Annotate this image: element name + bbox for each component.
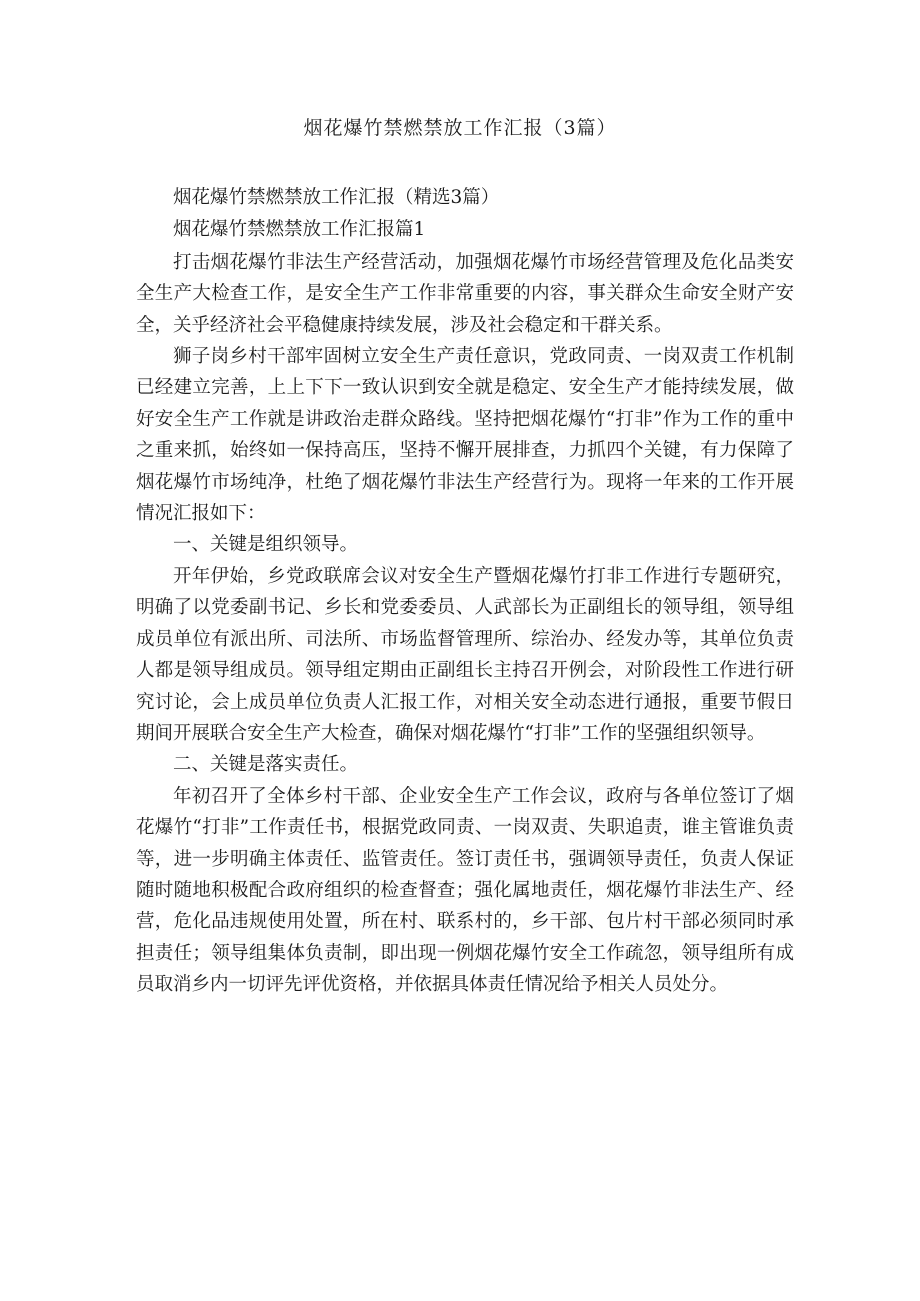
document-body [136,182,794,1001]
section-heading: 烟花爆竹禁燃禁放工作汇报篇1 [173,219,426,241]
paragraph-intro: 打击烟花爆竹非法生产经营活动，加强烟花爆竹市场经营管理及危化品类安全生产大检查工作，是安全生产工作非常重要的内容，事关群众生命安全财产安全，关乎经济社会平稳健康持续发展，涉及社会稳定和干群关系。 [136,251,794,336]
paragraph-organization: 开年伊始，乡党政联席会议对安全生产暨烟花爆竹打非工作进行专题研究，明确了以党委副书记、乡长和党委委员、人武部长为正副组长的领导组，领导组成员单位有派出所、司法所、市场监督管理所、综治办、经发办等，其单位负责人都是领导组成员。领导组定期由正副组长主持召开例会，对阶段性工作进行研究讨论，会上成员单位负责人汇报工作，对相关安全动态进行通报，重要节假日期间开展联合安全生产大检查，确保对烟花爆竹“打非”工作的坚强组织领导。 [136,565,794,744]
heading-organization: 一、关键是组织领导。 [173,534,359,556]
document-title: 烟花爆竹禁燃禁放工作汇报（3篇） [303,117,617,139]
paragraph-overview: 狮子岗乡村干部牢固树立安全生产责任意识，党政同责、一岗双责工作机制已经建立完善，上上下下一致认识到安全就是稳定、安全生产才能持续发展，做好安全生产工作就是讲政治走群众路线。坚持把烟花爆竹“打非”作为工作的重中之重来抓，始终如一保持高压，坚持不懈开展排查，力抓四个关键，有力保障了烟花爆竹市场纯净，杜绝了烟花爆竹非法生产经营行为。现将一年来的工作开展情况汇报如下： [136,346,794,525]
heading-responsibility: 二、关键是落实责任。 [173,754,359,776]
paragraph-responsibility: 年初召开了全体乡村干部、企业安全生产工作会议，政府与各单位签订了烟花爆竹“打非”工作责任书，根据党政同责、一岗双责、失职追责，谁主管谁负责等，进一步明确主体责任、监管责任。签订责任书，强调领导责任，负责人保证随时随地积极配合政府组织的检查督查；强化属地责任，烟花爆竹非法生产、经营，危化品违规使用处置，所在村、联系村的，乡干部、包片村干部必须同时承担责任；领导组集体负责制，即出现一例烟花爆竹安全工作疏忽，领导组所有成员取消乡内一切评先评优资格，并依据具体责任情况给予相关人员处分。 [136,785,794,996]
document-subtitle: 烟花爆竹禁燃禁放工作汇报（精选3篇） [173,187,500,208]
